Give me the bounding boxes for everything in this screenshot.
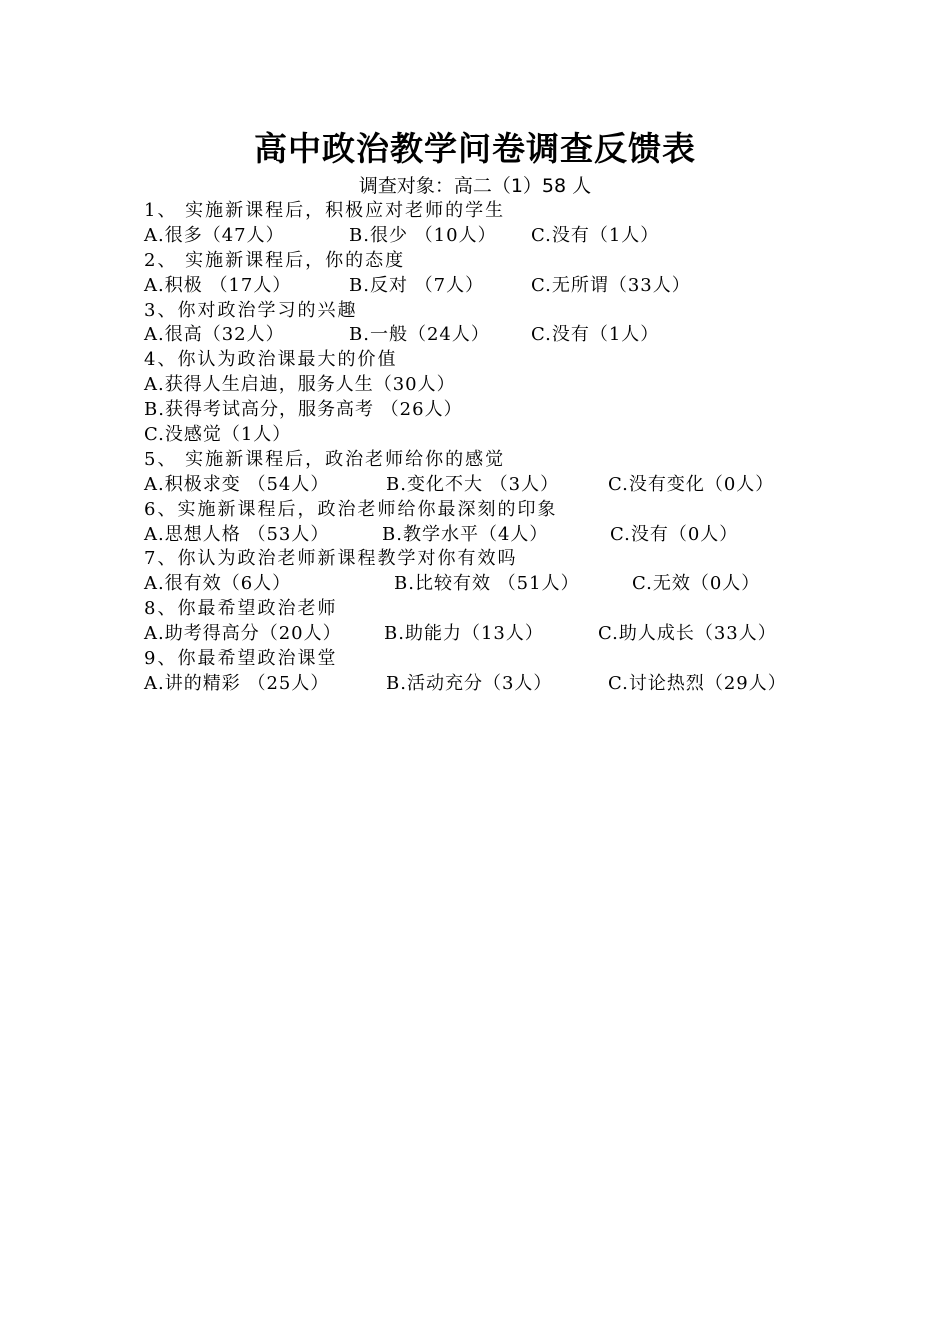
question-2: 2、 实施新课程后，你的态度	[144, 249, 406, 271]
question-6: 6、实施新课程后，政治老师给你最深刻的印象	[144, 498, 558, 520]
answer-7-a: A.很有效（6人）	[144, 573, 292, 595]
answer-3-c: C.没有（1人）	[531, 324, 660, 346]
answers-2	[144, 274, 844, 299]
answer-4-c	[144, 423, 844, 448]
question-5: 5、 实施新课程后，政治老师给你的感觉	[144, 448, 506, 470]
answer-5-c: C.没有变化（0人）	[608, 473, 775, 495]
answers-7	[144, 572, 844, 597]
answer-3-b: B.一般（24人）	[349, 324, 490, 346]
survey-target: 调查对象：高二（1）58 人	[358, 175, 592, 197]
answers-8	[144, 622, 844, 647]
answer-4-c-text: C.没感觉（1人）	[144, 424, 292, 446]
answer-8-b: B.助能力（13人）	[384, 623, 544, 645]
answer-6-c: C.没有（0人）	[610, 523, 739, 545]
question-4: 4、你认为政治课最大的价值	[144, 349, 398, 371]
answer-7-c: C.无效（0人）	[632, 573, 761, 595]
answer-8-c: C.助人成长（33人）	[598, 623, 777, 645]
answer-5-a: A.积极求变 （54人）	[144, 473, 330, 495]
survey-results	[144, 199, 844, 697]
answer-4-b	[144, 398, 844, 423]
answers-6	[144, 523, 844, 548]
question-3: 3、你对政治学习的兴趣	[144, 299, 358, 321]
answers-3	[144, 323, 844, 348]
question-7: 7、你认为政治老师新课程教学对你有效吗	[144, 548, 518, 570]
answer-6-a: A.思想人格 （53人）	[144, 523, 330, 545]
answer-2-b: B.反对 （7人）	[349, 274, 485, 296]
answer-1-a: A.很多（47人）	[144, 224, 285, 246]
answer-5-b: B.变化不大 （3人）	[386, 473, 560, 495]
answer-4-a	[144, 373, 844, 398]
answer-7-b: B.比较有效 （51人）	[394, 573, 580, 595]
answer-9-a: A.讲的精彩 （25人）	[144, 672, 330, 694]
answer-9-c: C.讨论热烈（29人）	[608, 672, 787, 694]
question-9: 9、你最希望政治课堂	[144, 648, 338, 670]
answers-5	[144, 473, 844, 498]
answers-9	[144, 672, 844, 697]
answer-8-a: A.助考得高分（20人）	[144, 623, 342, 645]
answer-1-b: B.很少 （10人）	[349, 224, 497, 246]
answer-4-a-text: A.获得人生启迪，服务人生（30人）	[144, 374, 456, 396]
answer-3-a: A.很高（32人）	[144, 324, 285, 346]
question-1: 1、 实施新课程后，积极应对老师的学生	[144, 200, 506, 221]
answers-1	[144, 224, 844, 249]
answer-9-b: B.活动充分（3人）	[386, 672, 553, 694]
answer-2-c: C.无所谓（33人）	[531, 274, 691, 296]
document-title: 高中政治教学问卷调查反馈表	[254, 129, 696, 168]
answer-6-b: B.教学水平（4人）	[382, 523, 549, 545]
question-8: 8、你最希望政治老师	[144, 598, 338, 620]
answer-4-b-text: B.获得考试高分，服务高考 （26人）	[144, 399, 463, 421]
answer-1-c: C.没有（1人）	[531, 224, 660, 246]
answer-2-a: A.积极 （17人）	[144, 274, 292, 296]
